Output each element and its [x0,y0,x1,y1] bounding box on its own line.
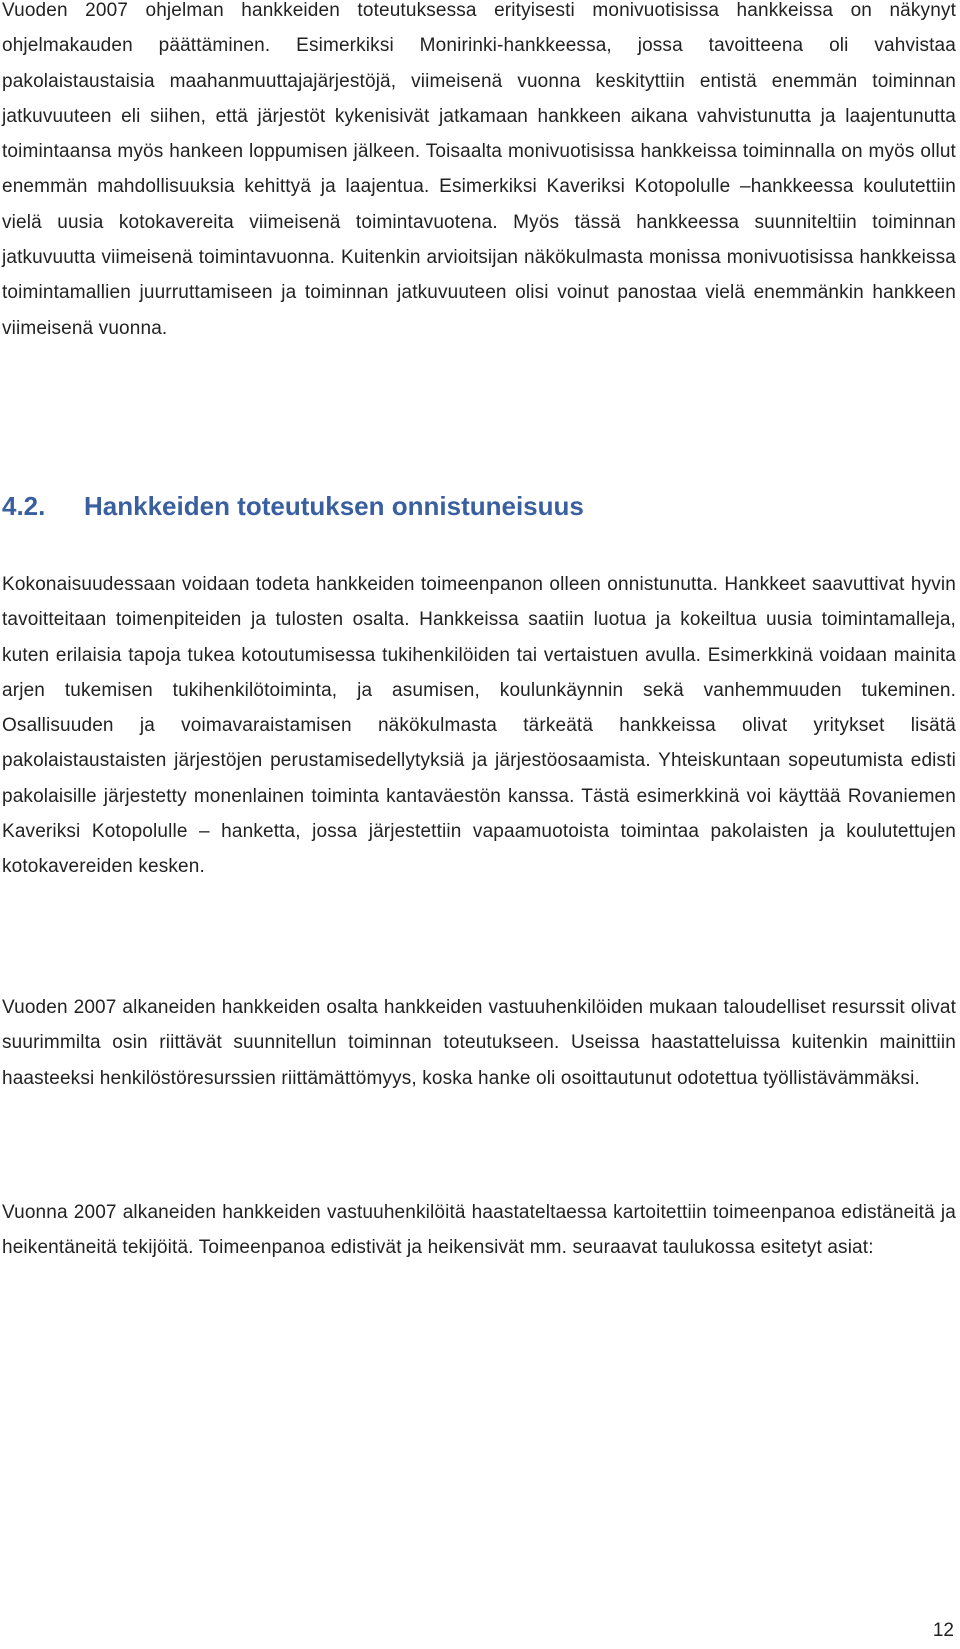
paragraph-resources: Vuoden 2007 alkaneiden hankkeiden osalta hankkeiden vastuuhenkilöiden mukaan taloudelliset resurssit olivat suurimmilta osin riittävät suunnitellun toiminnan toteutukseen. Useissa haastatteluissa kuitenkin mainittiin haasteeksi henkilöstöresurssien riittämättömyys, koska hanke oli osoittautunut odotettua työllistävämmäksi. [2,997,956,1089]
paragraph-project-implementation-2007: Vuoden 2007 ohjelman hankkeiden toteutuksessa erityisesti monivuotisissa hankkeissa on näkynyt ohjelmakauden päättäminen. Esimerkiksi Monirinki-hankkeessa, jossa tavoitteena oli vahvistaa pakolaistaustaisia maahanmuuttajajärjestöjä, viimeisenä vuonna keskityttiin entistä enemmän toiminnan jatkuvuuteen eli siihen, että järjestöt kykenisivät jatkamaan hankkeen aikana vahvistunutta ja laajentunutta toimintaansa myös hankeen loppumisen jälkeen. Toisaalta monivuotisissa hankkeissa toiminnalla on myös ollut enemmän mahdollisuuksia kehittyä ja laajentua. Esimerkiksi Kaveriksi Kotopolulle –hankkeessa koulutettiin vielä uusia kotokavereita viimeisenä toimintavuotena. Myös tässä hankkeessa suunniteltiin toiminnan jatkuvuutta viimeisenä toimintavuonna. Kuitenkin arvioitsijan näkökulmasta monissa monivuotisissa hankkeissa toimintamallien juurruttamiseen ja toiminnan jatkuvuuteen olisi voinut panostaa vielä enemmänkin hankkeen viimeisenä vuonna. [2,0,956,339]
section-number: 4.2. [2,491,46,521]
paragraph-overall-success: Kokonaisuudessaan voidaan todeta hankkeiden toimeenpanon olleen onnistunutta. Hankkeet saavuttivat hyvin tavoitteitaan toimenpiteiden ja tulosten osalta. Hankkeissa saatiin luotua ja kokeiltua uusia toimintamalleja, kuten erilaisia tapoja tukea kotoutumisessa tukihenkilöiden tai vertaistuen avulla. Esimerkkinä voidaan mainita arjen tukemisen tukihenkilötoiminta, ja asumisen, koulunkäynnin sekä vanhemmuuden tukeminen. Osallisuuden ja voimavaraistamisen näkökulmasta tärkeätä hankkeissa olivat yritykset lisätä pakolaistaustaisten järjestöjen perustamisedellytyksiä ja järjestöosaamista. Yhteiskuntaan sopeutumista edisti pakolaisille järjestetty monenlainen toiminta kantaväestön kanssa. Tästä esimerkkinä voi käyttää Rovaniemen Kaveriksi Kotopolulle – hanketta, jossa järjestettiin vapaamuotoista toimintaa pakolaisten ja koulutettujen kotokavereiden kesken. [2,574,956,878]
section-heading [2,491,942,522]
section-title: Hankkeiden toteutuksen onnistuneisuus [84,491,584,521]
paragraph-interview-factors: Vuonna 2007 alkaneiden hankkeiden vastuuhenkilöitä haastateltaessa kartoitettiin toimeenpanoa edistäneitä ja heikentäneitä tekijöitä. Toimeenpanoa edistivät ja heikensivät mm. seuraavat taulukossa esitetyt asiat: [2,1202,956,1259]
page-number: 12 [932,1620,954,1641]
